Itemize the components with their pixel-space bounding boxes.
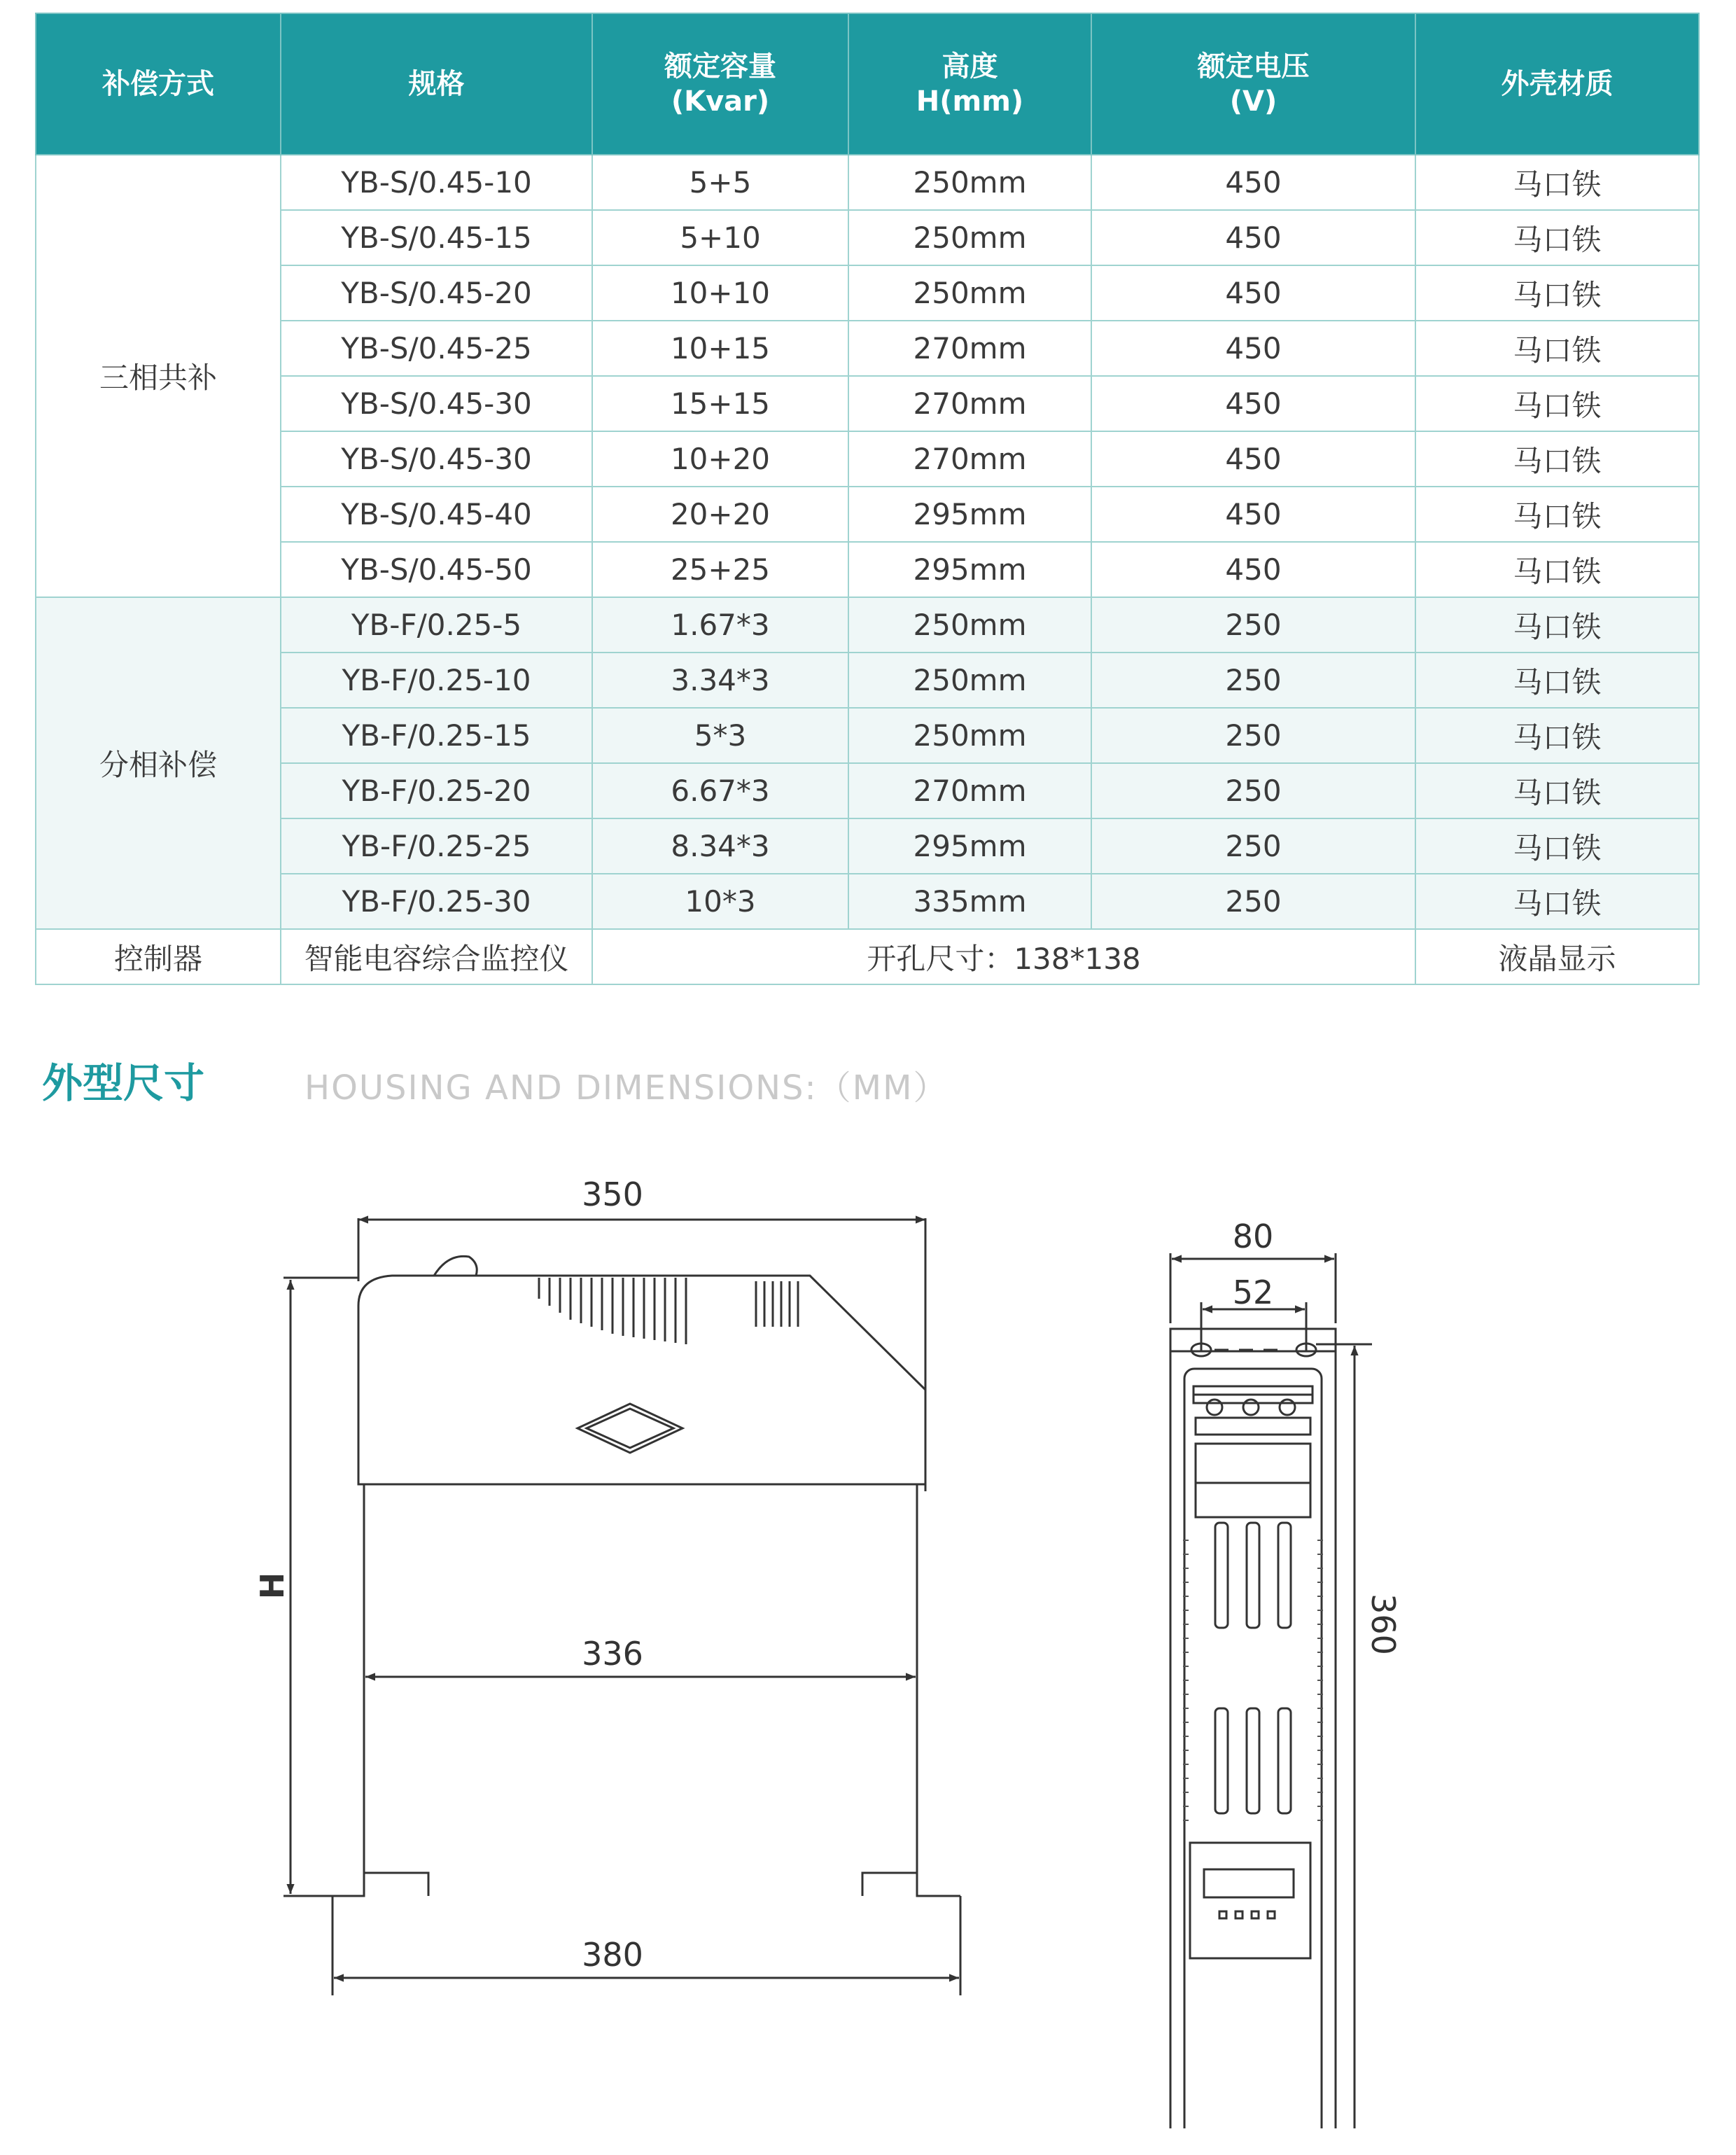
voltage-cell: 250 (1091, 874, 1415, 929)
spec-cell: YB-F/0.25-25 (281, 818, 592, 874)
header-cell: 补偿方式 (36, 13, 281, 155)
section-title: 外型尺寸 (42, 1059, 205, 1107)
height-cell: 250mm (848, 653, 1091, 708)
table-row (36, 653, 1699, 708)
spec-cell: YB-F/0.25-15 (281, 708, 592, 763)
capacity-cell: 5*3 (592, 708, 848, 763)
material-cell: 马口铁 (1415, 487, 1699, 542)
voltage-cell: 450 (1091, 321, 1415, 376)
table-row (36, 874, 1699, 929)
vent-right (756, 1281, 798, 1327)
capacity-cell: 6.67*3 (592, 763, 848, 818)
dimension-drawing (0, 1120, 1736, 2128)
material-cell: 马口铁 (1415, 210, 1699, 265)
header-cell: 高度 H(mm) (848, 13, 1091, 155)
header-cell: 规格 (281, 13, 592, 155)
voltage-cell: 250 (1091, 597, 1415, 653)
controller-row (36, 929, 1699, 984)
voltage-cell: 450 (1091, 431, 1415, 487)
height-cell: 335mm (848, 874, 1091, 929)
diamond-icon (578, 1404, 682, 1453)
front-view (284, 1218, 960, 1995)
table-row (36, 155, 1699, 210)
controller-spec: 智能电容综合监控仪 (281, 929, 592, 984)
spec-cell: YB-S/0.45-30 (281, 376, 592, 431)
dim-height-h: H (253, 1572, 291, 1600)
material-cell: 马口铁 (1415, 542, 1699, 597)
spec-cell: YB-S/0.45-20 (281, 265, 592, 321)
spec-cell: YB-F/0.25-5 (281, 597, 592, 653)
header-cell: 额定容量 (Kvar) (592, 13, 848, 155)
side-view-ticks (1183, 1540, 1323, 1820)
capacity-cell: 10+10 (592, 265, 848, 321)
capacity-cell: 10+15 (592, 321, 848, 376)
height-cell: 250mm (848, 265, 1091, 321)
capacity-cell: 3.34*3 (592, 653, 848, 708)
voltage-cell: 450 (1091, 376, 1415, 431)
height-cell: 295mm (848, 487, 1091, 542)
material-cell: 马口铁 (1415, 708, 1699, 763)
table-row (36, 265, 1699, 321)
header-cell: 额定电压 (V) (1091, 13, 1415, 155)
material-cell: 马口铁 (1415, 874, 1699, 929)
spec-cell: YB-S/0.45-15 (281, 210, 592, 265)
spec-cell: YB-F/0.25-20 (281, 763, 592, 818)
dim-width-380: 380 (582, 1936, 643, 1974)
table-row (36, 210, 1699, 265)
height-cell: 295mm (848, 542, 1091, 597)
spec-cell: YB-F/0.25-30 (281, 874, 592, 929)
capacity-cell: 10*3 (592, 874, 848, 929)
capacity-cell: 10+20 (592, 431, 848, 487)
height-cell: 250mm (848, 155, 1091, 210)
height-cell: 270mm (848, 763, 1091, 818)
dim-hole-spacing-52: 52 (1232, 1274, 1274, 1311)
material-cell: 马口铁 (1415, 597, 1699, 653)
material-cell: 马口铁 (1415, 376, 1699, 431)
capacity-cell: 5+5 (592, 155, 848, 210)
height-cell: 250mm (848, 597, 1091, 653)
material-cell: 马口铁 (1415, 653, 1699, 708)
material-cell: 马口铁 (1415, 265, 1699, 321)
table-row (36, 542, 1699, 597)
voltage-cell: 250 (1091, 763, 1415, 818)
height-cell: 250mm (848, 708, 1091, 763)
voltage-cell: 250 (1091, 653, 1415, 708)
table-row (36, 597, 1699, 653)
group-label: 三相共补 (36, 155, 281, 597)
capacity-cell: 25+25 (592, 542, 848, 597)
table-row (36, 321, 1699, 376)
table-row (36, 487, 1699, 542)
table-row (36, 763, 1699, 818)
spec-cell: YB-S/0.45-30 (281, 431, 592, 487)
voltage-cell: 450 (1091, 542, 1415, 597)
voltage-cell: 250 (1091, 708, 1415, 763)
height-cell: 250mm (848, 210, 1091, 265)
voltage-cell: 450 (1091, 155, 1415, 210)
capacity-cell: 8.34*3 (592, 818, 848, 874)
group-label: 分相补偿 (36, 597, 281, 929)
dim-width-80: 80 (1232, 1218, 1274, 1255)
table-row (36, 431, 1699, 487)
capacity-cell: 1.67*3 (592, 597, 848, 653)
material-cell: 马口铁 (1415, 321, 1699, 376)
spec-cell: YB-S/0.45-25 (281, 321, 592, 376)
controller-display: 液晶显示 (1415, 929, 1699, 984)
voltage-cell: 250 (1091, 818, 1415, 874)
height-cell: 270mm (848, 376, 1091, 431)
voltage-cell: 450 (1091, 487, 1415, 542)
capacity-cell: 20+20 (592, 487, 848, 542)
capacity-cell: 15+15 (592, 376, 848, 431)
dim-length-360: 360 (1364, 1593, 1402, 1655)
spec-table (35, 13, 1700, 985)
spec-cell: YB-S/0.45-40 (281, 487, 592, 542)
dim-width-350: 350 (582, 1176, 643, 1213)
height-cell: 270mm (848, 431, 1091, 487)
side-view (1170, 1253, 1372, 2128)
dim-width-336: 336 (582, 1635, 643, 1673)
height-cell: 270mm (848, 321, 1091, 376)
vent-left (539, 1278, 686, 1344)
material-cell: 马口铁 (1415, 763, 1699, 818)
header-cell: 外壳材质 (1415, 13, 1699, 155)
height-cell: 295mm (848, 818, 1091, 874)
table-row (36, 708, 1699, 763)
material-cell: 马口铁 (1415, 155, 1699, 210)
material-cell: 马口铁 (1415, 431, 1699, 487)
section-subtitle: HOUSING AND DIMENSIONS:（MM） (304, 1068, 948, 1108)
spec-cell: YB-S/0.45-10 (281, 155, 592, 210)
table-row (36, 376, 1699, 431)
material-cell: 马口铁 (1415, 818, 1699, 874)
controller-cutout: 开孔尺寸：138*138 (592, 929, 1415, 984)
table-header-row (36, 13, 1699, 155)
spec-cell: YB-S/0.45-50 (281, 542, 592, 597)
capacity-cell: 5+10 (592, 210, 848, 265)
spec-cell: YB-F/0.25-10 (281, 653, 592, 708)
controller-label: 控制器 (36, 929, 281, 984)
voltage-cell: 450 (1091, 265, 1415, 321)
voltage-cell: 450 (1091, 210, 1415, 265)
table-row (36, 818, 1699, 874)
